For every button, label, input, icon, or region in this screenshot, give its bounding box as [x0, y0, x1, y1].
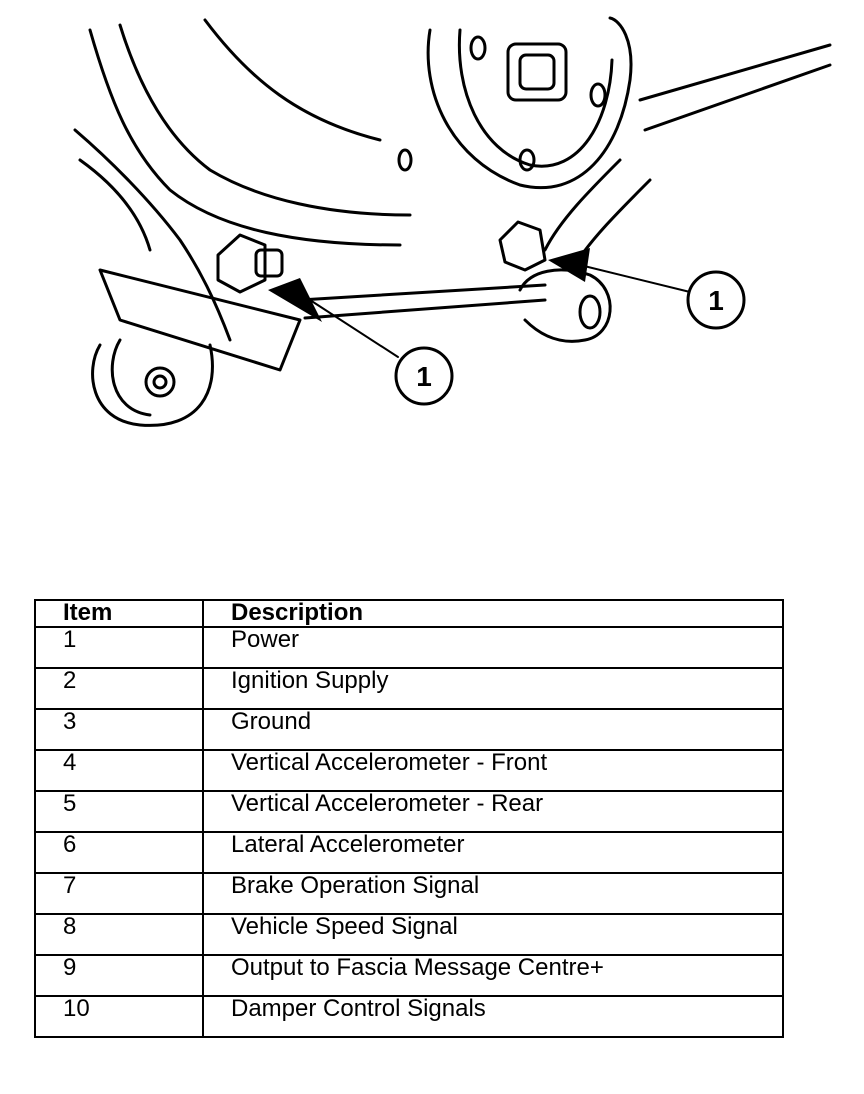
item-cell: 3 — [35, 709, 203, 750]
right-arrow-icon — [548, 248, 590, 282]
table-row — [35, 996, 783, 1037]
item-cell: 5 — [35, 791, 203, 832]
component-location-diagram — [0, 0, 864, 460]
left-bracket — [93, 270, 300, 425]
table-row — [35, 955, 783, 996]
item-column-header: Item — [35, 600, 203, 627]
description-cell: Lateral Accelerometer — [203, 832, 783, 873]
description-cell: Vertical Accelerometer - Front — [203, 750, 783, 791]
item-cell: 10 — [35, 996, 203, 1037]
description-cell: Vehicle Speed Signal — [203, 914, 783, 955]
table-row — [35, 627, 783, 668]
table-row — [35, 914, 783, 955]
right-bolt — [500, 222, 545, 270]
table-row — [35, 791, 783, 832]
item-cell: 6 — [35, 832, 203, 873]
item-cell: 1 — [35, 627, 203, 668]
item-cell: 2 — [35, 668, 203, 709]
item-cell: 8 — [35, 914, 203, 955]
item-cell: 7 — [35, 873, 203, 914]
description-column-header: Description — [203, 600, 783, 627]
table-row — [35, 668, 783, 709]
callout-label-left: 1 — [416, 361, 432, 392]
table-row — [35, 873, 783, 914]
description-cell: Ground — [203, 709, 783, 750]
cross-link — [300, 285, 545, 318]
table-header-row — [35, 600, 783, 627]
right-bushing — [520, 270, 610, 341]
description-cell: Power — [203, 627, 783, 668]
description-cell: Output to Fascia Message Centre+ — [203, 955, 783, 996]
description-cell: Damper Control Signals — [203, 996, 783, 1037]
item-cell: 4 — [35, 750, 203, 791]
hub-assembly — [399, 18, 631, 188]
suspension-arm — [545, 45, 830, 265]
table-row — [35, 750, 783, 791]
description-cell: Vertical Accelerometer - Rear — [203, 791, 783, 832]
item-cell: 9 — [35, 955, 203, 996]
callout-label-right: 1 — [708, 285, 724, 316]
description-cell: Brake Operation Signal — [203, 873, 783, 914]
left-bolt — [218, 235, 282, 292]
table-row — [35, 832, 783, 873]
table-row — [35, 709, 783, 750]
description-cell: Ignition Supply — [203, 668, 783, 709]
leader-lines — [310, 265, 690, 357]
item-description-table — [34, 599, 784, 1038]
